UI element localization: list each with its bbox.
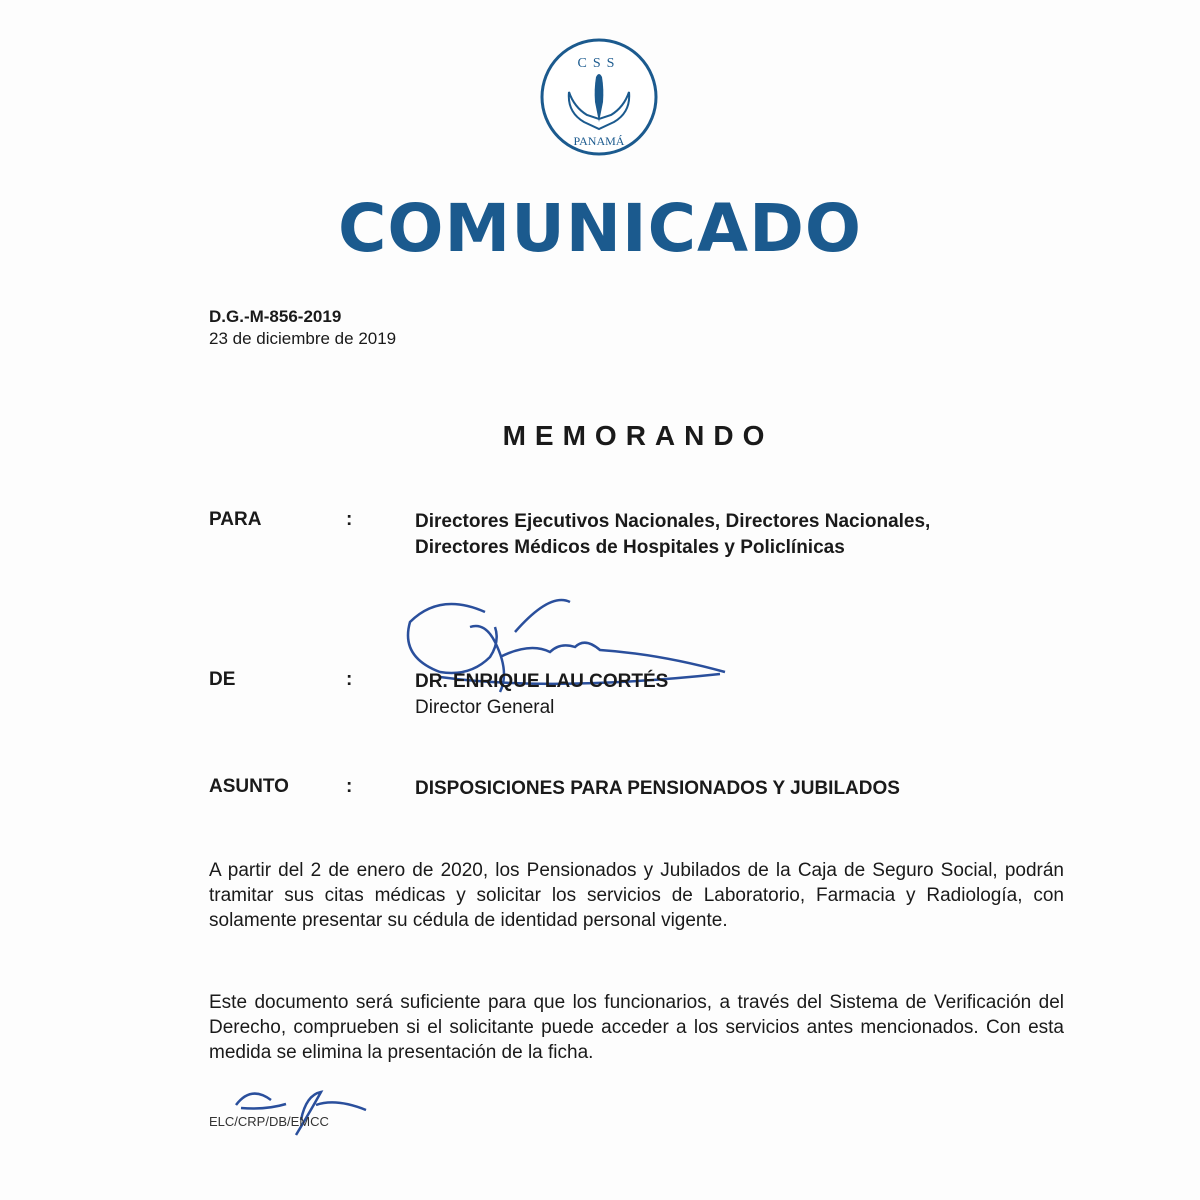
- asunto-value: DISPOSICIONES PARA PENSIONADOS Y JUBILADOS: [415, 778, 900, 799]
- reference-block: [209, 306, 396, 350]
- para-value: [415, 509, 1075, 561]
- memo-date: 23 de diciembre de 2019: [209, 329, 397, 348]
- para-line-2: Directores Médicos de Hospitales y Policlínicas: [415, 537, 845, 558]
- para-label: PARA: [209, 509, 262, 530]
- css-panama-logo: [539, 37, 659, 157]
- sender-name: DR. ENRIQUE LAU CORTÉS: [415, 671, 669, 692]
- de-label: DE: [209, 669, 236, 690]
- asunto-label: ASUNTO: [209, 776, 289, 797]
- de-colon: :: [346, 669, 353, 690]
- de-value: [415, 669, 1075, 721]
- logo-top-text: CSS: [577, 56, 621, 71]
- para-line-1: Directores Ejecutivos Nacionales, Directores Nacionales,: [415, 511, 931, 532]
- memo-code: D.G.-M-856-2019: [209, 307, 342, 326]
- page-title: COMUNICADO: [337, 190, 862, 267]
- initials-signature-icon: [226, 1080, 376, 1140]
- asunto-colon: :: [346, 776, 353, 797]
- body-paragraph-2: Este documento será suficiente para que los funcionarios, a través del Sistema de Verificación del Derecho, comprueben si el solicitante puede acceder a los servicios antes mencionados. Con esta medida se elimina la presentación de la ficha.: [209, 992, 1064, 1063]
- logo-bottom-text: PANAMÁ: [573, 134, 625, 148]
- memo-heading: MEMORANDO: [502, 420, 774, 451]
- body-paragraph-1: A partir del 2 de enero de 2020, los Pensionados y Jubilados de la Caja de Seguro Social, podrán tramitar sus citas médicas y solicitar los servicios de Laboratorio, Farmacia y Radiología, con solamente presentar su cédula de identidad personal vigente.: [209, 860, 1064, 931]
- para-colon: :: [346, 509, 353, 530]
- sender-title: Director General: [415, 697, 555, 718]
- typist-initials: ELC/CRP/DB/EMCC: [209, 1114, 329, 1129]
